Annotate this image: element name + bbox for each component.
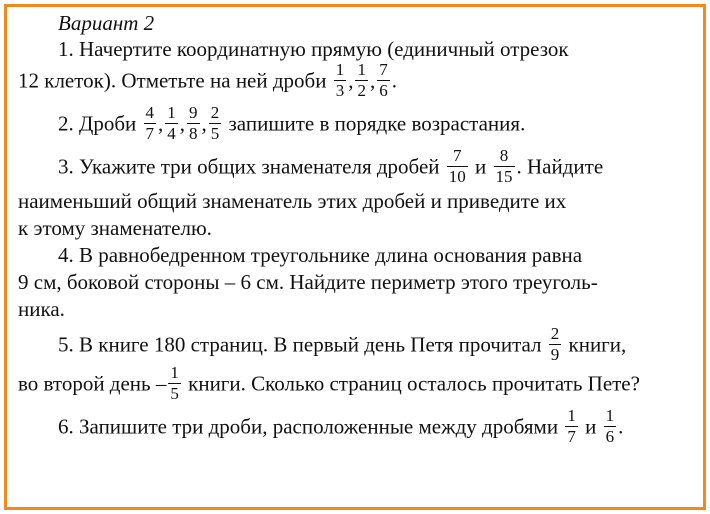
task-2-text-a: Дроби [79,111,137,136]
task-1-text-b: 12 клеток). Отметьте на ней дроби [18,68,327,93]
numerator: 8 [499,146,509,165]
task-6-line-1 [18,406,692,448]
task-4-text-c: ника. [18,297,65,321]
task-6-text-a: Запишите три дроби, расположенные между дробями [79,414,559,439]
fraction-8-15 [494,147,515,186]
task-4-line-1 [18,242,692,269]
task-5-line-1 [18,324,692,366]
task-1-text-a: Начертите координатную прямую (единичный отрезок [79,37,569,61]
fraction-1-7 [565,407,578,446]
fraction-7-10 [447,147,468,186]
fraction-1-5 [168,364,181,403]
denominator: 7 [145,124,154,143]
task-4-text-b: 9 см, боковой стороны – 6 см. Найдите периметр этого треуголь- [18,270,598,294]
task-3-line-3 [18,215,692,242]
fraction-9-8 [187,104,200,143]
task-3-line-2 [18,188,692,215]
numerator: 1 [605,406,615,425]
fraction-2-9 [549,325,562,364]
numerator: 9 [189,103,198,122]
task-3-number: 3. [58,154,74,179]
task-2-line-1: 2. Дроби $\frac{4}{7}$ , $\frac{1}{4}$ , $\frac{9}{8}$ , $\frac{2}{5}$ запишите в порядке возрастания. [58,103,526,143]
numerator: 7 [453,146,462,165]
task-3-text-c: наименьший общий знаменатель этих дробей и приведите их [18,189,567,213]
task-4-line-2 [18,269,692,296]
denominator: 15 [495,167,513,186]
denominator: 5 [170,384,179,403]
task-4-line-3 [18,296,692,323]
task-3-conj: и [475,154,487,179]
task-6-end: . [618,414,624,439]
numerator: 1 [357,60,366,79]
task-4-text-a: В равнобедренном треугольнике длина основания равна [79,243,583,267]
task-6-conj: и [585,414,597,439]
task-3-text-d: к этому знаменателю. [18,216,212,240]
variant-title: Вариант 2 [58,11,155,35]
fraction-1-6 [604,407,617,446]
task-1-line-2: 12 клеток). Отметьте на ней дроби $\frac{1}{3}$ , $\frac{1}{2}$ , $\frac{7}{6}$ . [18,60,397,100]
task-3 [18,146,692,242]
denominator: 6 [605,427,615,446]
denominator: 8 [189,124,198,143]
fraction-1-2 [355,61,368,100]
task-5-text-c: во второй день – [18,371,167,396]
task-2 [18,103,692,145]
task-1-line-1 [18,36,692,63]
numerator: 1 [335,60,345,79]
denominator: 9 [550,345,560,364]
task-5-text-d: книги. Сколько страниц осталось прочитать Пете? [188,371,640,396]
task-3-line-1 [18,146,692,188]
task-1-end: . [391,68,397,93]
task-6-number: 6. [58,414,74,439]
numerator: 1 [170,363,179,382]
denominator: 6 [379,81,388,100]
task-5-text-a: В книге 180 страниц. В первый день Петя прочитал [79,332,542,357]
task-5-line-2 [18,363,692,405]
fraction-1-4 [165,104,178,143]
numerator: 7 [379,60,388,79]
task-3-text-b: . Найдите [516,154,604,179]
denominator: 2 [357,81,366,100]
task-5 [18,324,692,405]
numerator: 2 [210,103,220,122]
task-5-text-b: книги, [568,332,627,357]
numerator: 1 [167,103,176,122]
denominator: 4 [167,124,176,143]
task-4 [18,242,692,323]
denominator: 5 [210,124,220,143]
fraction-7-6 [377,61,390,100]
task-2-number: 2. [58,111,74,136]
fraction-4-7 [144,104,157,143]
task-1-number: 1. [58,37,74,61]
numerator: 2 [550,324,560,343]
task-3-text-a: Укажите три общих знаменателя дробей [79,154,440,179]
task-4-number: 4. [58,243,74,267]
task-1 [18,36,692,102]
denominator: 7 [567,427,576,446]
denominator: 10 [448,167,466,186]
numerator: 1 [567,406,576,425]
task-6 [18,406,692,448]
denominator: 3 [335,81,345,100]
task-2-text-b: запишите в порядке возрастания. [228,111,526,136]
fraction-2-5 [209,104,222,143]
task-5-number: 5. [58,332,74,357]
fraction-1-3 [334,61,347,100]
numerator: 4 [145,103,154,122]
worksheet-content [18,10,692,448]
